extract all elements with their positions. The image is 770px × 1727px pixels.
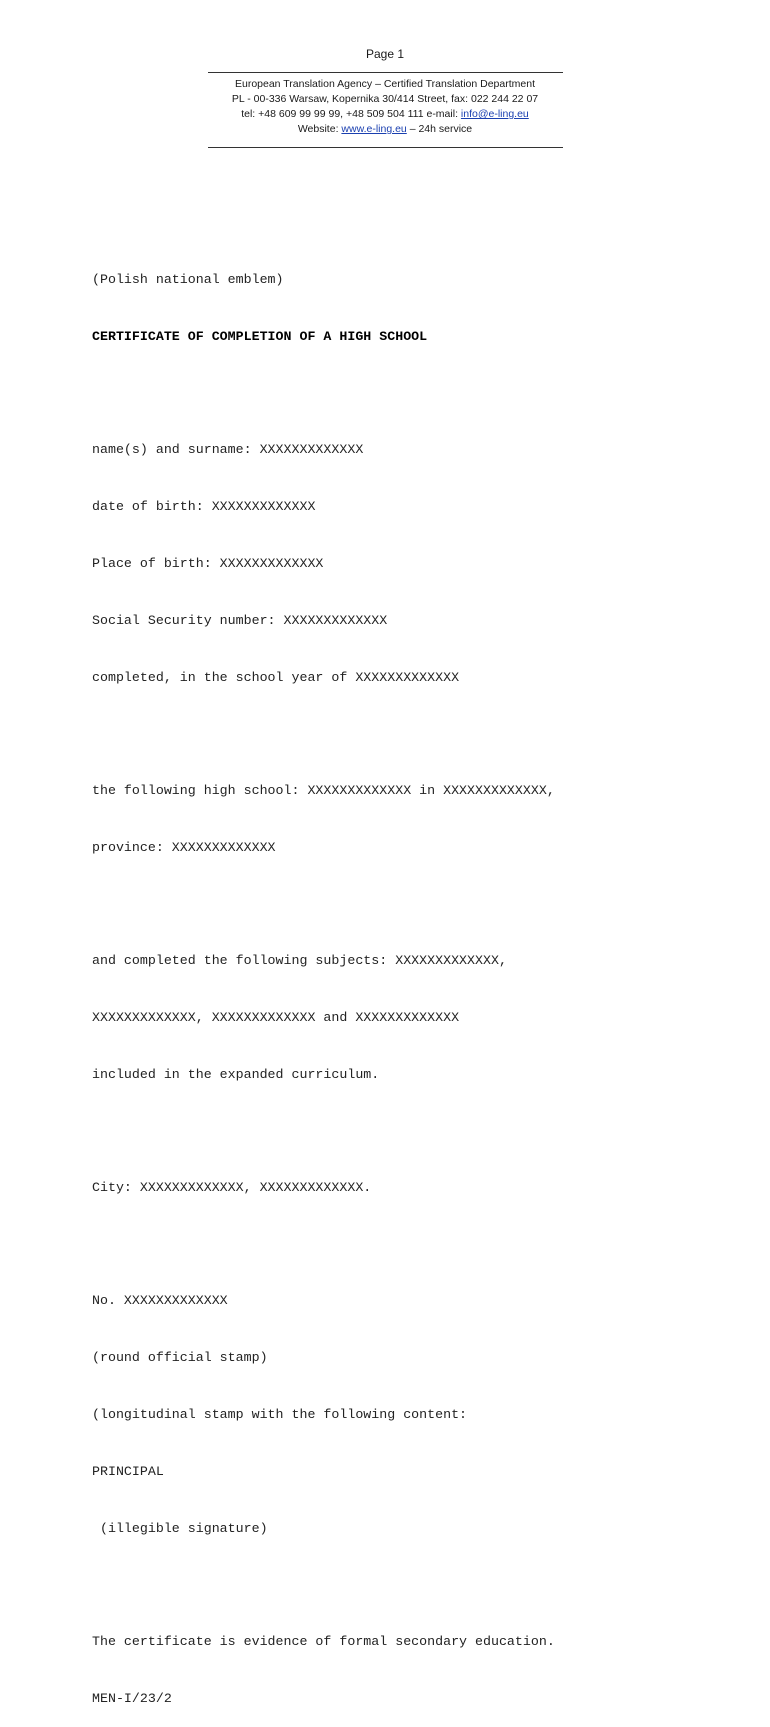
city-date: City: XXXXXXXXXXXXX, XXXXXXXXXXXXX. — [92, 1180, 372, 1195]
agency-name: European Translation Agency – Certified Translation Department — [234, 78, 535, 90]
header-top-divider — [208, 72, 563, 73]
email-link[interactable]: info@e-ling.eu — [460, 108, 529, 120]
certificate-title: CERTIFICATE OF COMPLETION OF A HIGH SCHOOL — [92, 329, 428, 344]
school-name: the following high school: XXXXXXXXXXXXX in XXXXXXXXXXXXX, — [92, 783, 555, 798]
header-bottom-divider — [208, 147, 563, 148]
place-of-birth: Place of birth: XXXXXXXXXXXXX — [92, 556, 324, 571]
evidence-statement: The certificate is evidence of formal secondary education. — [92, 1634, 555, 1649]
certificate-number: No. XXXXXXXXXXXXX — [92, 1293, 228, 1308]
agency-header — [180, 77, 590, 137]
website-prefix: Website: — [297, 123, 342, 135]
school-year: completed, in the school year of XXXXXXXXXXXXX — [92, 670, 460, 685]
agency-website-line — [180, 122, 590, 137]
page-number: Page 1 — [365, 47, 405, 61]
agency-contact — [180, 107, 590, 122]
agency-phone: tel: +48 609 99 99 99, +48 509 504 111 e-mail: — [241, 108, 461, 120]
principal-title: PRINCIPAL — [92, 1464, 164, 1479]
agency-address: PL - 00-336 Warsaw, Kopernika 30/414 Street, fax: 022 244 22 07 — [231, 93, 539, 105]
emblem-note: (Polish national emblem) — [92, 272, 284, 287]
form-code: MEN-I/23/2 — [92, 1691, 172, 1706]
student-name: name(s) and surname: XXXXXXXXXXXXX — [92, 442, 364, 457]
subjects-line: and completed the following subjects: XXXXXXXXXXXXX, — [92, 953, 507, 968]
signature-note: (illegible signature) — [92, 1521, 268, 1536]
round-stamp-note: (round official stamp) — [92, 1350, 268, 1365]
longitudinal-stamp-note: (longitudinal stamp with the following content: — [92, 1407, 468, 1422]
date-of-birth: date of birth: XXXXXXXXXXXXX — [92, 499, 316, 514]
website-link[interactable]: www.e-ling.eu — [341, 123, 407, 135]
certificate-body — [92, 232, 752, 1727]
subjects-line: XXXXXXXXXXXXX, XXXXXXXXXXXXX and XXXXXXXXXXXXX — [92, 1010, 460, 1025]
social-security-number: Social Security number: XXXXXXXXXXXXX — [92, 613, 388, 628]
subjects-line: included in the expanded curriculum. — [92, 1067, 380, 1082]
school-province: province: XXXXXXXXXXXXX — [92, 840, 276, 855]
website-suffix: – 24h service — [406, 123, 473, 135]
